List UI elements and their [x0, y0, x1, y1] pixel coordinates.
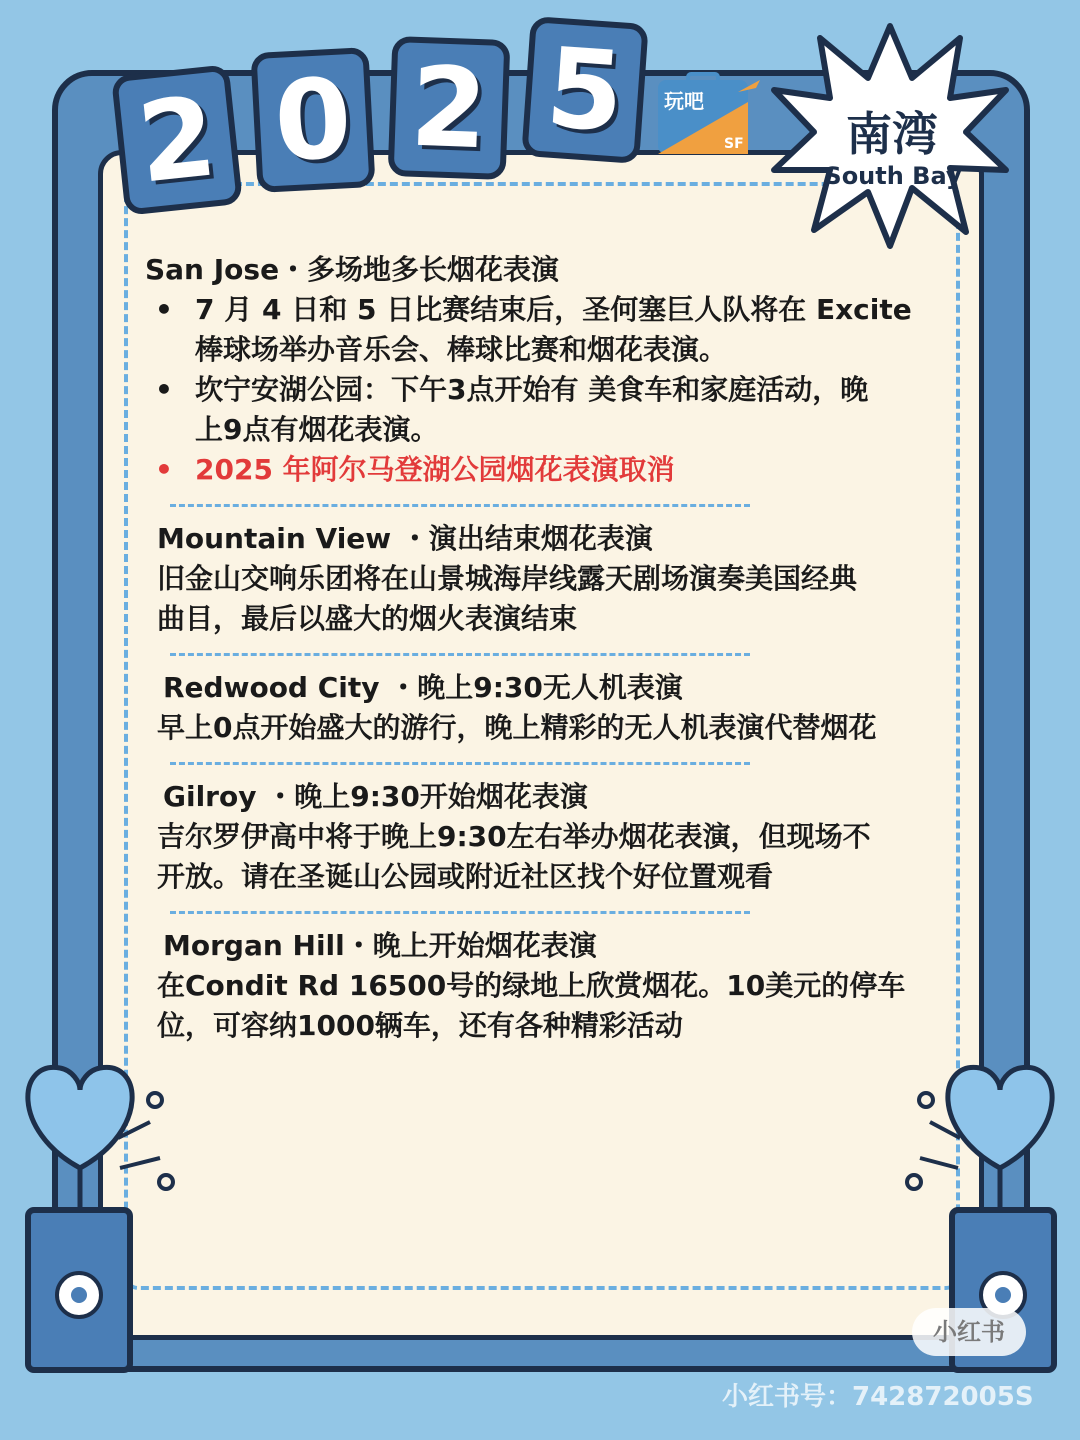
section-title: San Jose・多场地多长烟花表演: [145, 253, 560, 286]
section-divider: [170, 504, 750, 507]
watermark-text: 小红书号：742872005S: [722, 1382, 1034, 1412]
section-morgan-hill: [145, 926, 935, 1046]
list-item-line: 坎宁安湖公园：下午3点开始有 美食车和家庭活动，晚: [195, 373, 869, 406]
section-title: Gilroy ・晚上9:30开始烟花表演: [163, 780, 588, 813]
list-item: [145, 290, 935, 370]
year-digit-3: 2: [388, 36, 511, 180]
list-item-line: 7 月 4 日和 5 日比赛结束后，圣何塞巨人队将在 Excite: [195, 293, 912, 326]
section-text: 吉尔罗伊高中将于晚上9:30左右举办烟花表演，但现场不: [157, 820, 871, 853]
section-text: 早上0点开始盛大的游行，晚上精彩的无人机表演代替烟花: [157, 711, 877, 744]
section-san-jose: [145, 250, 935, 490]
section-title: Redwood City ・晚上9:30无人机表演: [163, 671, 683, 704]
logo-sub-text: SF: [724, 136, 744, 152]
list-item-cancelled: [145, 450, 935, 490]
bullet-icon: •: [155, 453, 173, 486]
section-title: Morgan Hill・晚上开始烟花表演: [163, 929, 597, 962]
section-text: 旧金山交响乐团将在山景城海岸线露天剧场演奏美国经典: [157, 562, 858, 595]
section-text: 在Condit Rd 16500号的绿地上欣赏烟花。10美元的停车: [157, 969, 906, 1002]
section-title: Mountain View ・演出结束烟花表演: [157, 522, 653, 555]
section-redwood-city: [145, 668, 935, 748]
list-item-line: 2025 年阿尔马登湖公园烟花表演取消: [195, 453, 675, 486]
suitcase-logo-icon: [652, 72, 762, 160]
list-item-line: 上9点有烟花表演。: [195, 413, 439, 446]
section-mountain-view: [145, 519, 935, 639]
section-divider: [170, 762, 750, 765]
list-item: [145, 370, 935, 450]
badge-subtitle: South Bay: [824, 162, 962, 190]
section-divider: [170, 653, 750, 656]
logo-text: 玩吧: [664, 89, 704, 113]
badge-title: 南湾: [846, 107, 938, 161]
section-text: 开放。请在圣诞山公园或附近社区找个好位置观看: [157, 860, 774, 893]
xiaohongshu-logo: 小红书: [912, 1308, 1026, 1356]
bullet-icon: •: [155, 373, 173, 406]
heart-gift-left-icon: [0, 1050, 190, 1380]
section-text: 位，可容纳1000辆车，还有各种精彩活动: [157, 1009, 683, 1042]
section-text: 曲目，最后以盛大的烟火表演结束: [157, 602, 578, 635]
section-divider: [170, 911, 750, 914]
year-digit-2: 0: [250, 47, 375, 193]
bullet-icon: •: [155, 293, 173, 326]
year-digit-1: 2: [111, 64, 243, 216]
bullet-list: [145, 290, 935, 490]
year-digit-4: 5: [521, 16, 648, 164]
event-list: [145, 250, 935, 1046]
list-item-line: 棒球场举办音乐会、棒球比赛和烟花表演。: [195, 333, 728, 366]
section-gilroy: [145, 777, 935, 897]
